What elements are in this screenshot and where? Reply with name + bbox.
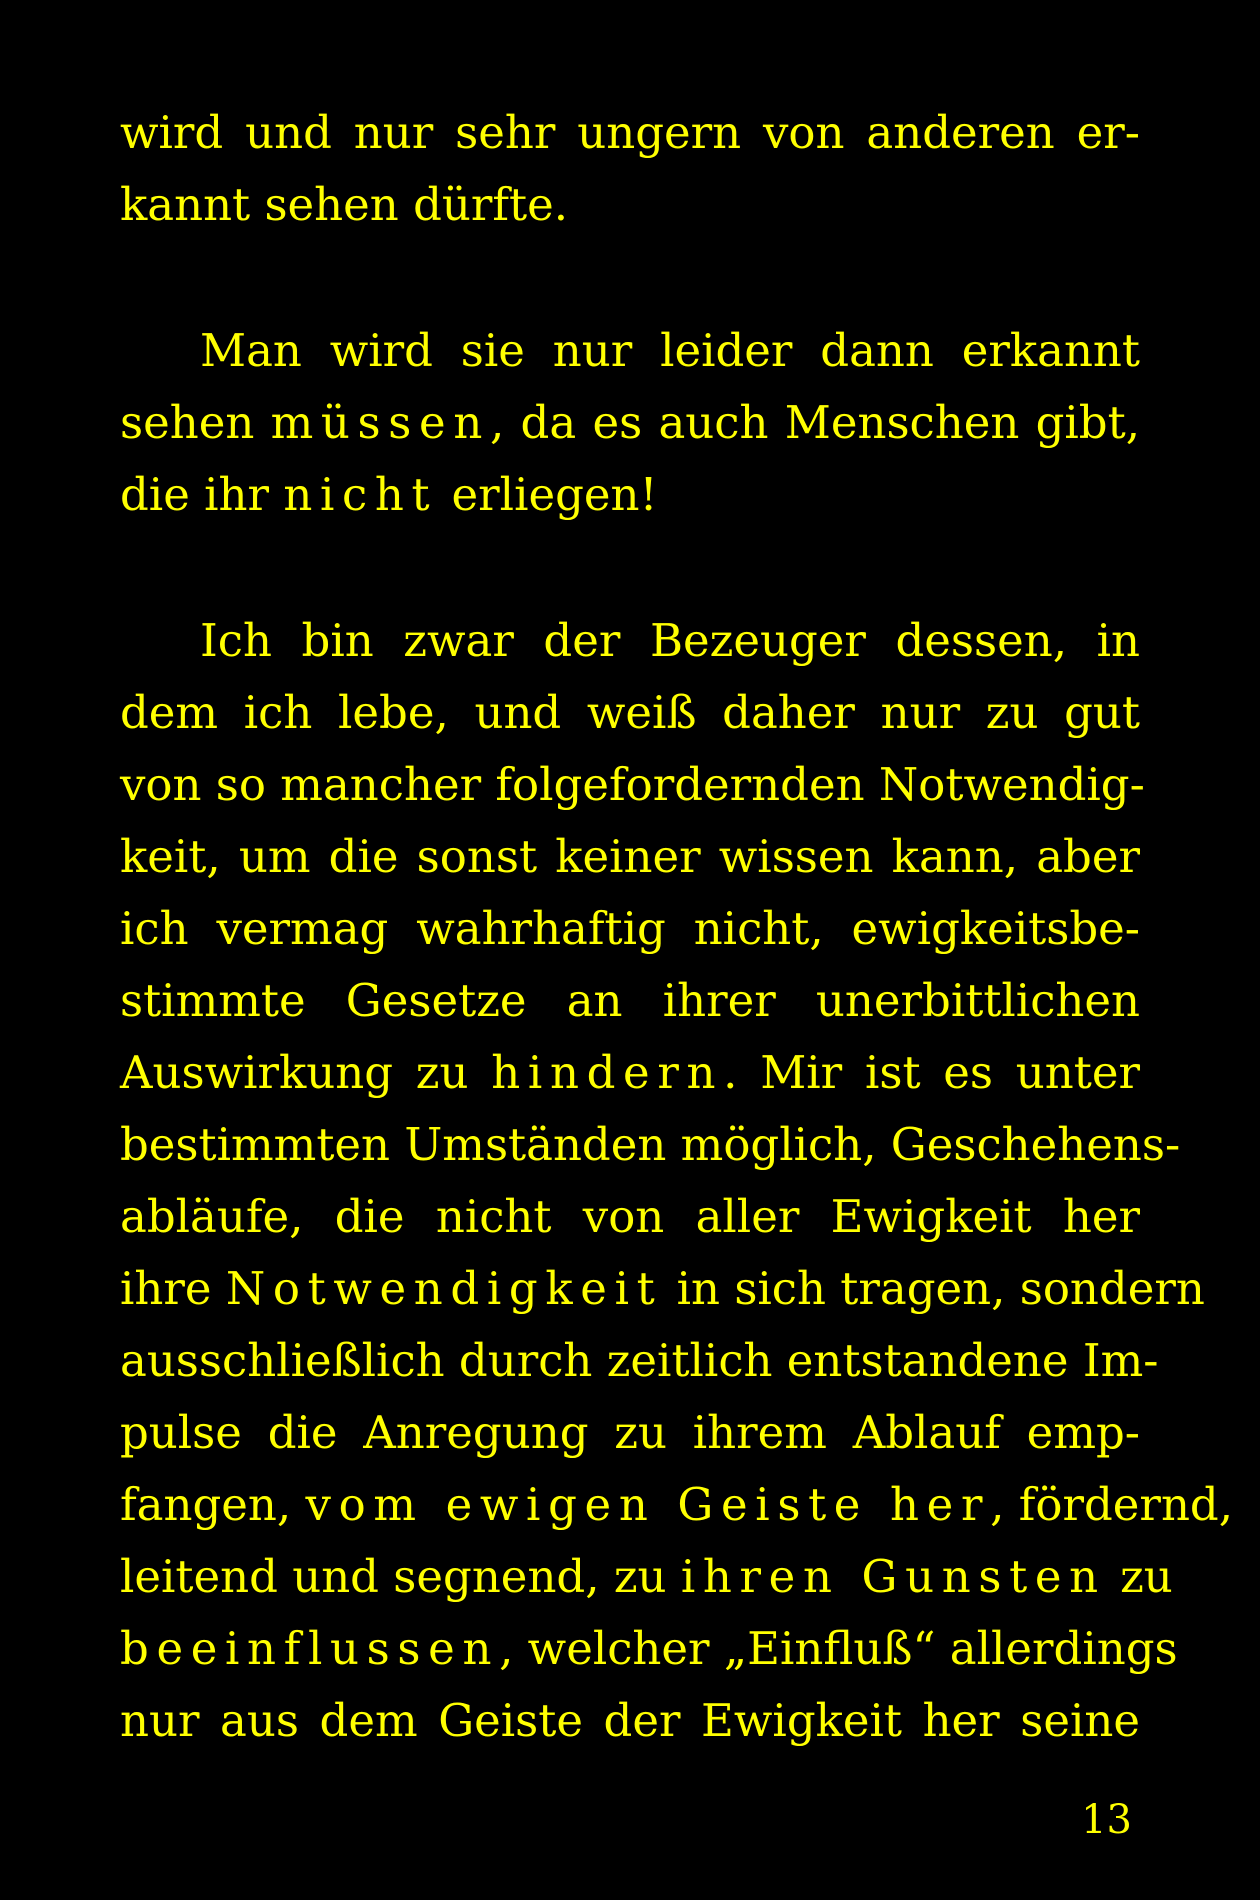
text-run: sehen [120,396,271,449]
text-run: , fördernd, [990,1478,1234,1531]
text-line: abläufe, die nicht von aller Ewigkeit her [120,1190,1140,1243]
text-line [120,1541,1173,1613]
text-run: leitend und segnend, zu [120,1550,681,1603]
emphasis-text: vom ewigen Geiste her [305,1478,991,1531]
text-run: Auswirkung zu [120,1046,492,1099]
text-line [120,459,1140,531]
emphasis-text: beeinflussen [120,1622,500,1675]
paragraph-3 [120,605,1234,1757]
text-line: wird und nur sehr ungern von anderen er- [120,106,1140,159]
paragraph-1 [120,97,1140,241]
emphasis-text: ihren Gunsten [680,1550,1106,1603]
text-line: von so mancher folgefordernden Notwendig- [120,758,1145,811]
text-line: stimmte Gesetze an ihrer unerbittlichen [120,974,1140,1027]
text-line: nur aus dem Geiste der Ewigkeit her seine [120,1694,1140,1747]
paragraph-2 [120,315,1140,531]
text-line [120,387,1140,459]
emphasis-text: Notwendigkeit [225,1262,663,1315]
text-run: zu [1105,1550,1173,1603]
text-line [120,1613,1178,1685]
text-run: . Mir ist es unter [723,1046,1140,1099]
text-line: bestimmten Umständen möglich, Geschehens- [120,1118,1181,1171]
text-line: pulse die Anregung zu ihrem Ablauf emp- [120,1406,1140,1459]
text-run: erliegen! [437,468,658,521]
text-line: Man wird sie nur leider dann erkannt [200,324,1140,377]
text-run: , da es auch Menschen gibt, [489,396,1141,449]
text-run: , welcher „Einfluß“ allerdings [499,1622,1178,1675]
text-line: dem ich lebe, und weiß daher nur zu gut [120,686,1140,739]
text-run: ihre [120,1262,226,1315]
text-line: keit, um die sonst keiner wissen kann, aber [120,830,1140,883]
text-line: ich vermag wahrhaftig nicht, ewigkeitsbe- [120,902,1140,955]
emphasis-text: müssen [270,396,490,449]
emphasis-text: hindern [491,1046,724,1099]
text-line: ausschließlich durch zeitlich entstandene Im- [120,1334,1159,1387]
text-line [120,1037,1140,1109]
emphasis-text: nicht [283,468,438,521]
text-run: die ihr [120,468,284,521]
page-number: 13 [1081,1797,1132,1843]
text-line: kannt sehen dürfte. [120,178,569,231]
text-line: Ich bin zwar der Bezeuger dessen, in [200,614,1140,667]
text-run: fangen, [120,1478,306,1531]
text-line [120,1469,1234,1541]
text-line [120,1253,1205,1325]
text-run: in sich tragen, sondern [662,1262,1205,1315]
